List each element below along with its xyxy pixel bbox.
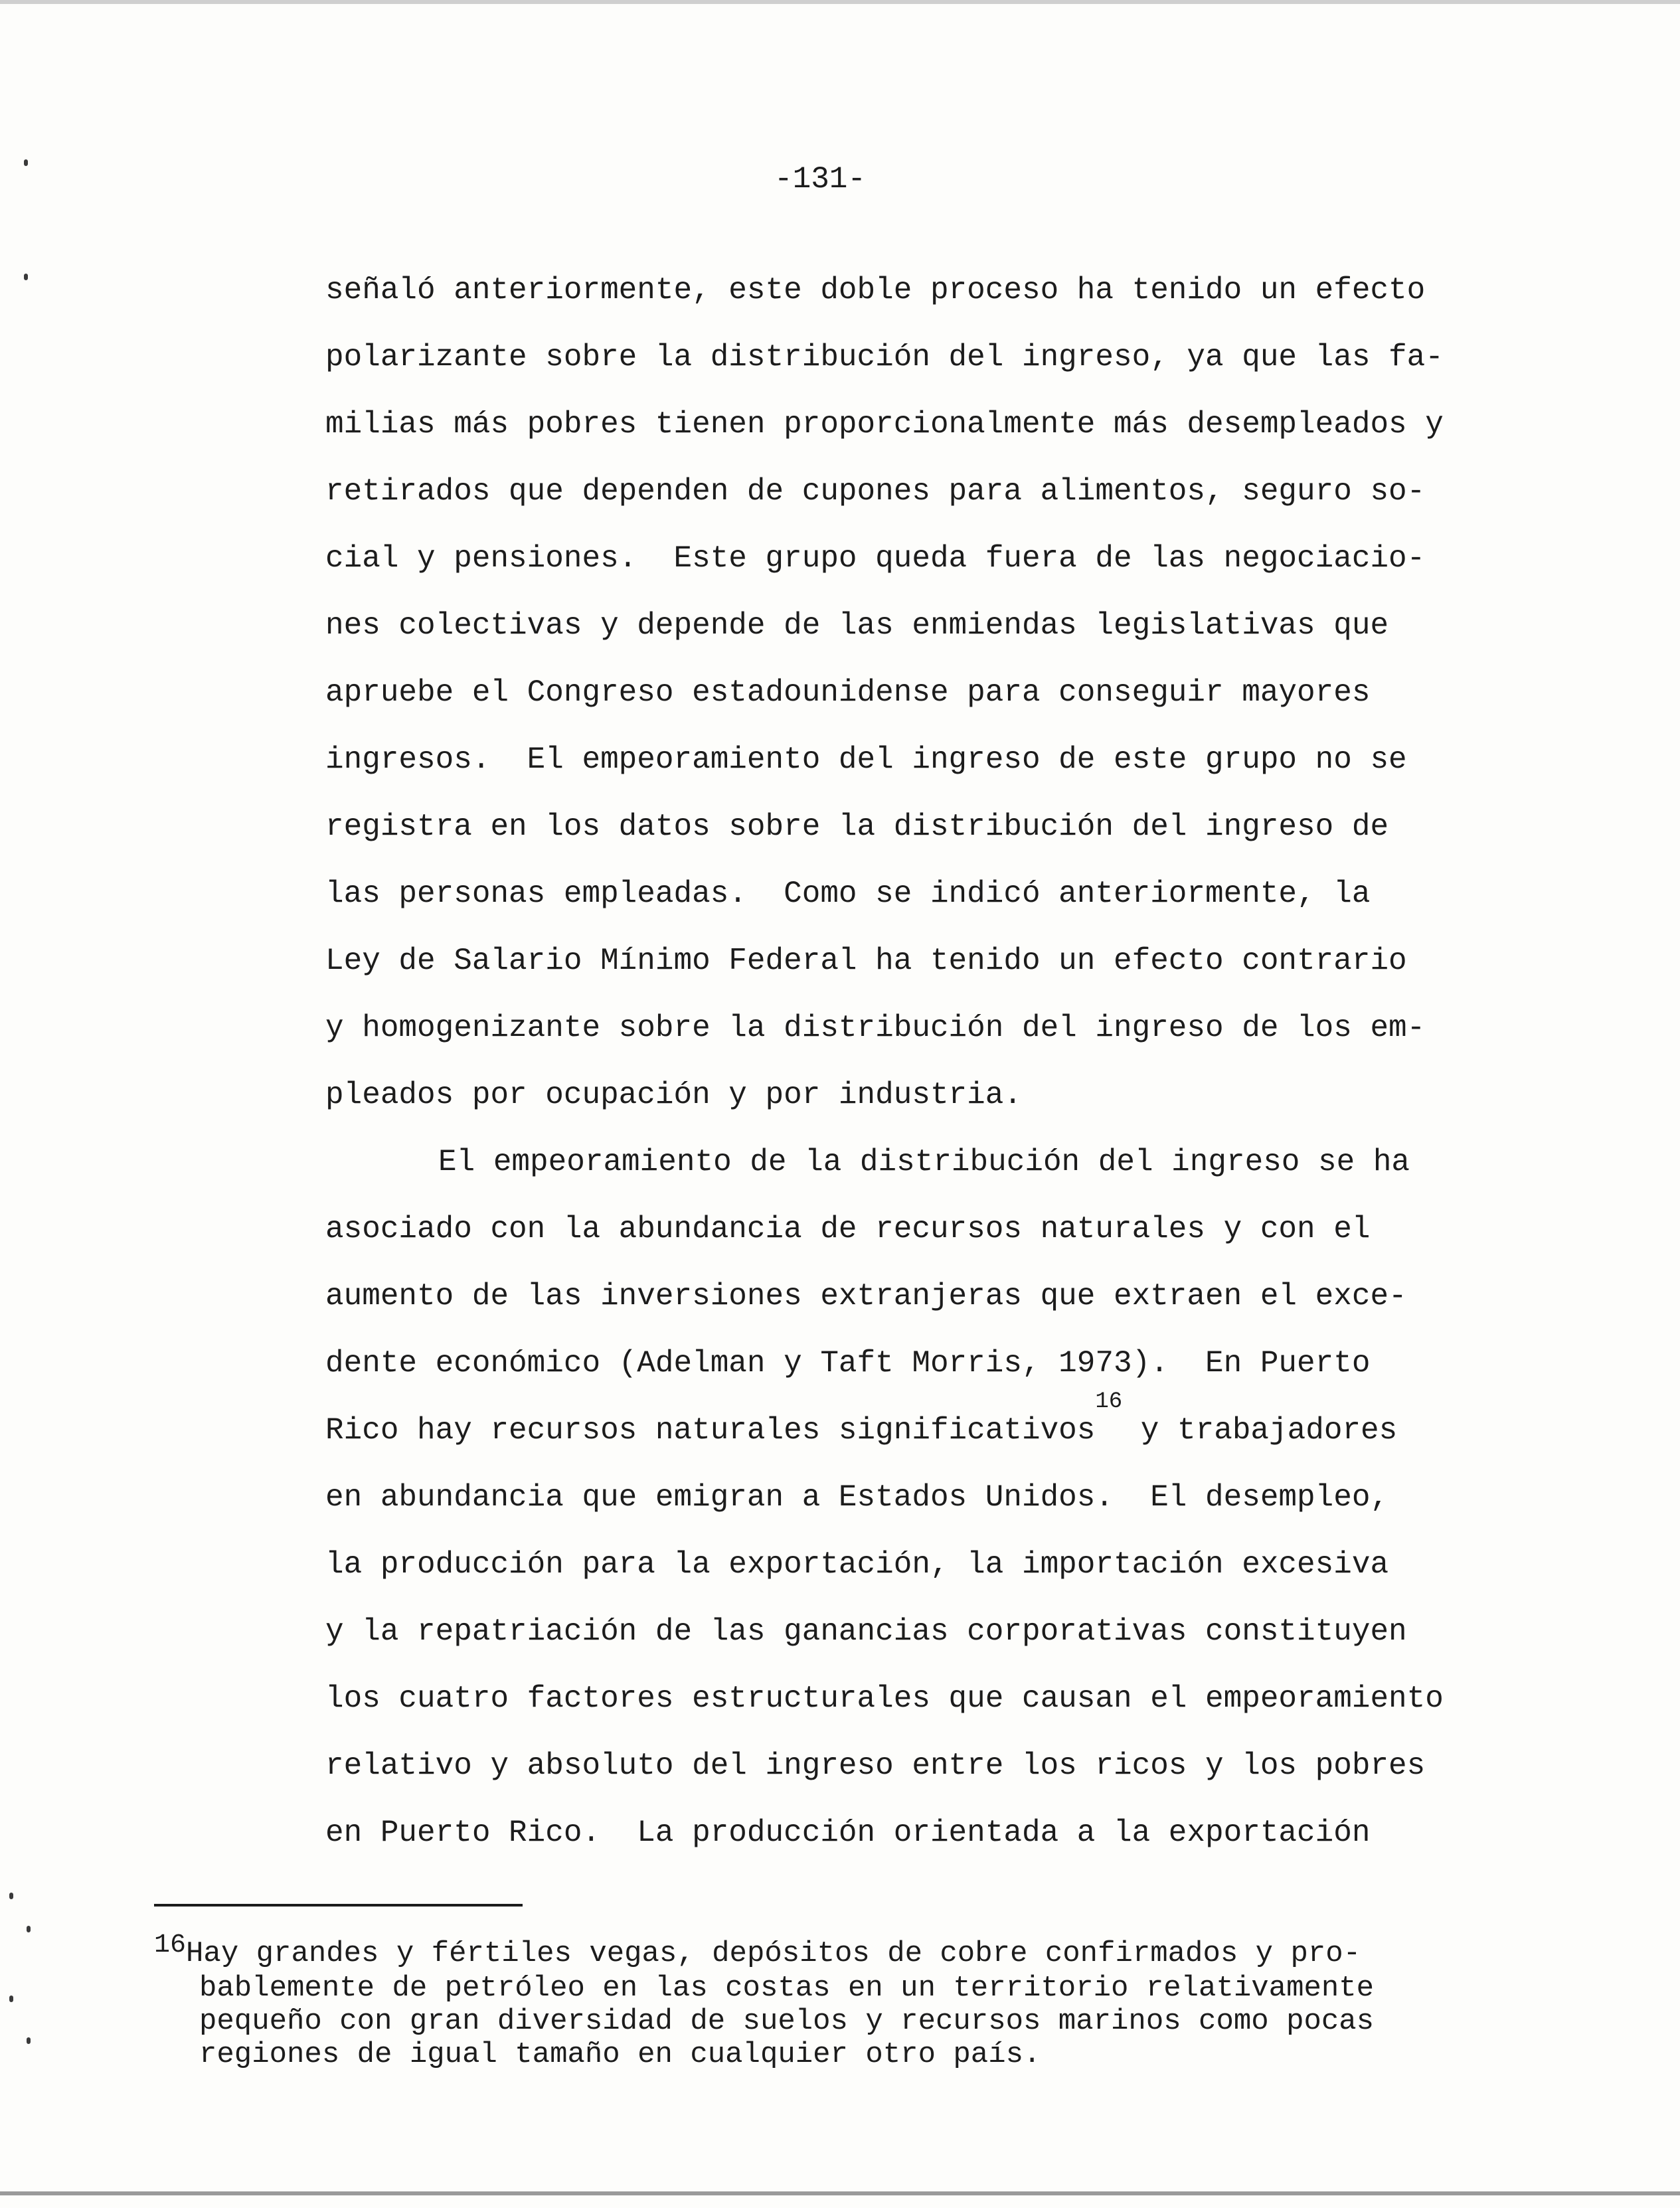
footnote-text: Hay grandes y fértiles vegas, depósitos de cobre confirmados y pro- [186, 1937, 1361, 1970]
footnote-line: regiones de igual tamaño en cualquier otro país. [199, 2038, 1041, 2071]
text-line: polarizante sobre la distribución del ingreso, ya que las fa- [325, 340, 1444, 375]
scan-speck [9, 1996, 13, 2002]
text-line: pleados por ocupación y por industria. [325, 1078, 1022, 1112]
text-line: registra en los datos sobre la distribución del ingreso de [325, 809, 1389, 844]
text-line: cial y pensiones. Este grupo queda fuera de las negociacio- [325, 541, 1426, 576]
text-line: milias más pobres tienen proporcionalmente más desempleados y [325, 407, 1444, 442]
footnote [154, 1930, 1522, 2071]
footnote-reference: 16 [1095, 1389, 1123, 1414]
footnote-line: bablemente de petróleo en las costas en un territorio relativamente [199, 1972, 1375, 2005]
text-line: las personas empleadas. Como se indicó anteriormente, la [325, 877, 1371, 911]
footnote-number: 16 [154, 1930, 187, 1960]
text-line: y homogenizante sobre la distribución del ingreso de los em- [325, 1011, 1426, 1045]
text-line: apruebe el Congreso estadounidense para conseguir mayores [325, 675, 1371, 710]
scan-speck [9, 1893, 13, 1899]
text-segment: y trabajadores [1122, 1413, 1398, 1448]
text-line: dente económico (Adelman y Taft Morris, 1973). En Puerto [325, 1346, 1371, 1381]
text-line: nes colectivas y depende de las enmiendas legislativas que [325, 608, 1389, 643]
text-line: la producción para la exportación, la importación excesiva [325, 1547, 1389, 1582]
text-line: asociado con la abundancia de recursos naturales y con el [325, 1212, 1371, 1246]
text-line: en Puerto Rico. La producción orientada a la exportación [325, 1816, 1371, 1850]
text-line: relativo y absoluto del ingreso entre los ricos y los pobres [325, 1748, 1426, 1783]
scan-speck [24, 274, 28, 280]
text-line: en abundancia que emigran a Estados Unidos. El desempleo, [325, 1480, 1389, 1515]
text-line: ingresos. El empeoramiento del ingreso de este grupo no se [325, 742, 1407, 777]
text-segment: Rico hay recursos naturales significativos [325, 1413, 1096, 1448]
scan-speck [24, 159, 28, 166]
paragraph-first-line: El empeoramiento de la distribución del ingreso se ha [438, 1145, 1410, 1179]
footnote-line: pequeño con gran diversidad de suelos y recursos marinos como pocas [199, 2005, 1375, 2038]
bottom-edge-rule [0, 2191, 1680, 2195]
text-line: y la repatriación de las ganancias corporativas constituyen [325, 1614, 1407, 1649]
text-line-with-footnote-ref [325, 1389, 1461, 1474]
scan-speck [27, 2037, 31, 2044]
text-line: aumento de las inversiones extranjeras que extraen el exce- [325, 1279, 1407, 1314]
text-line: Ley de Salario Mínimo Federal ha tenido un efecto contrario [325, 944, 1407, 978]
footnote-separator [154, 1904, 523, 1907]
body-text [325, 267, 1461, 1877]
footnote-line [154, 1930, 1522, 1972]
top-edge-rule [0, 0, 1680, 4]
text-line: retirados que dependen de cupones para alimentos, seguro so- [325, 474, 1426, 509]
scan-speck [27, 1926, 31, 1932]
page-number: -131- [774, 162, 867, 197]
text-line: señaló anteriormente, este doble proceso ha tenido un efecto [325, 273, 1426, 307]
text-line: los cuatro factores estructurales que causan el empeoramiento [325, 1681, 1444, 1716]
